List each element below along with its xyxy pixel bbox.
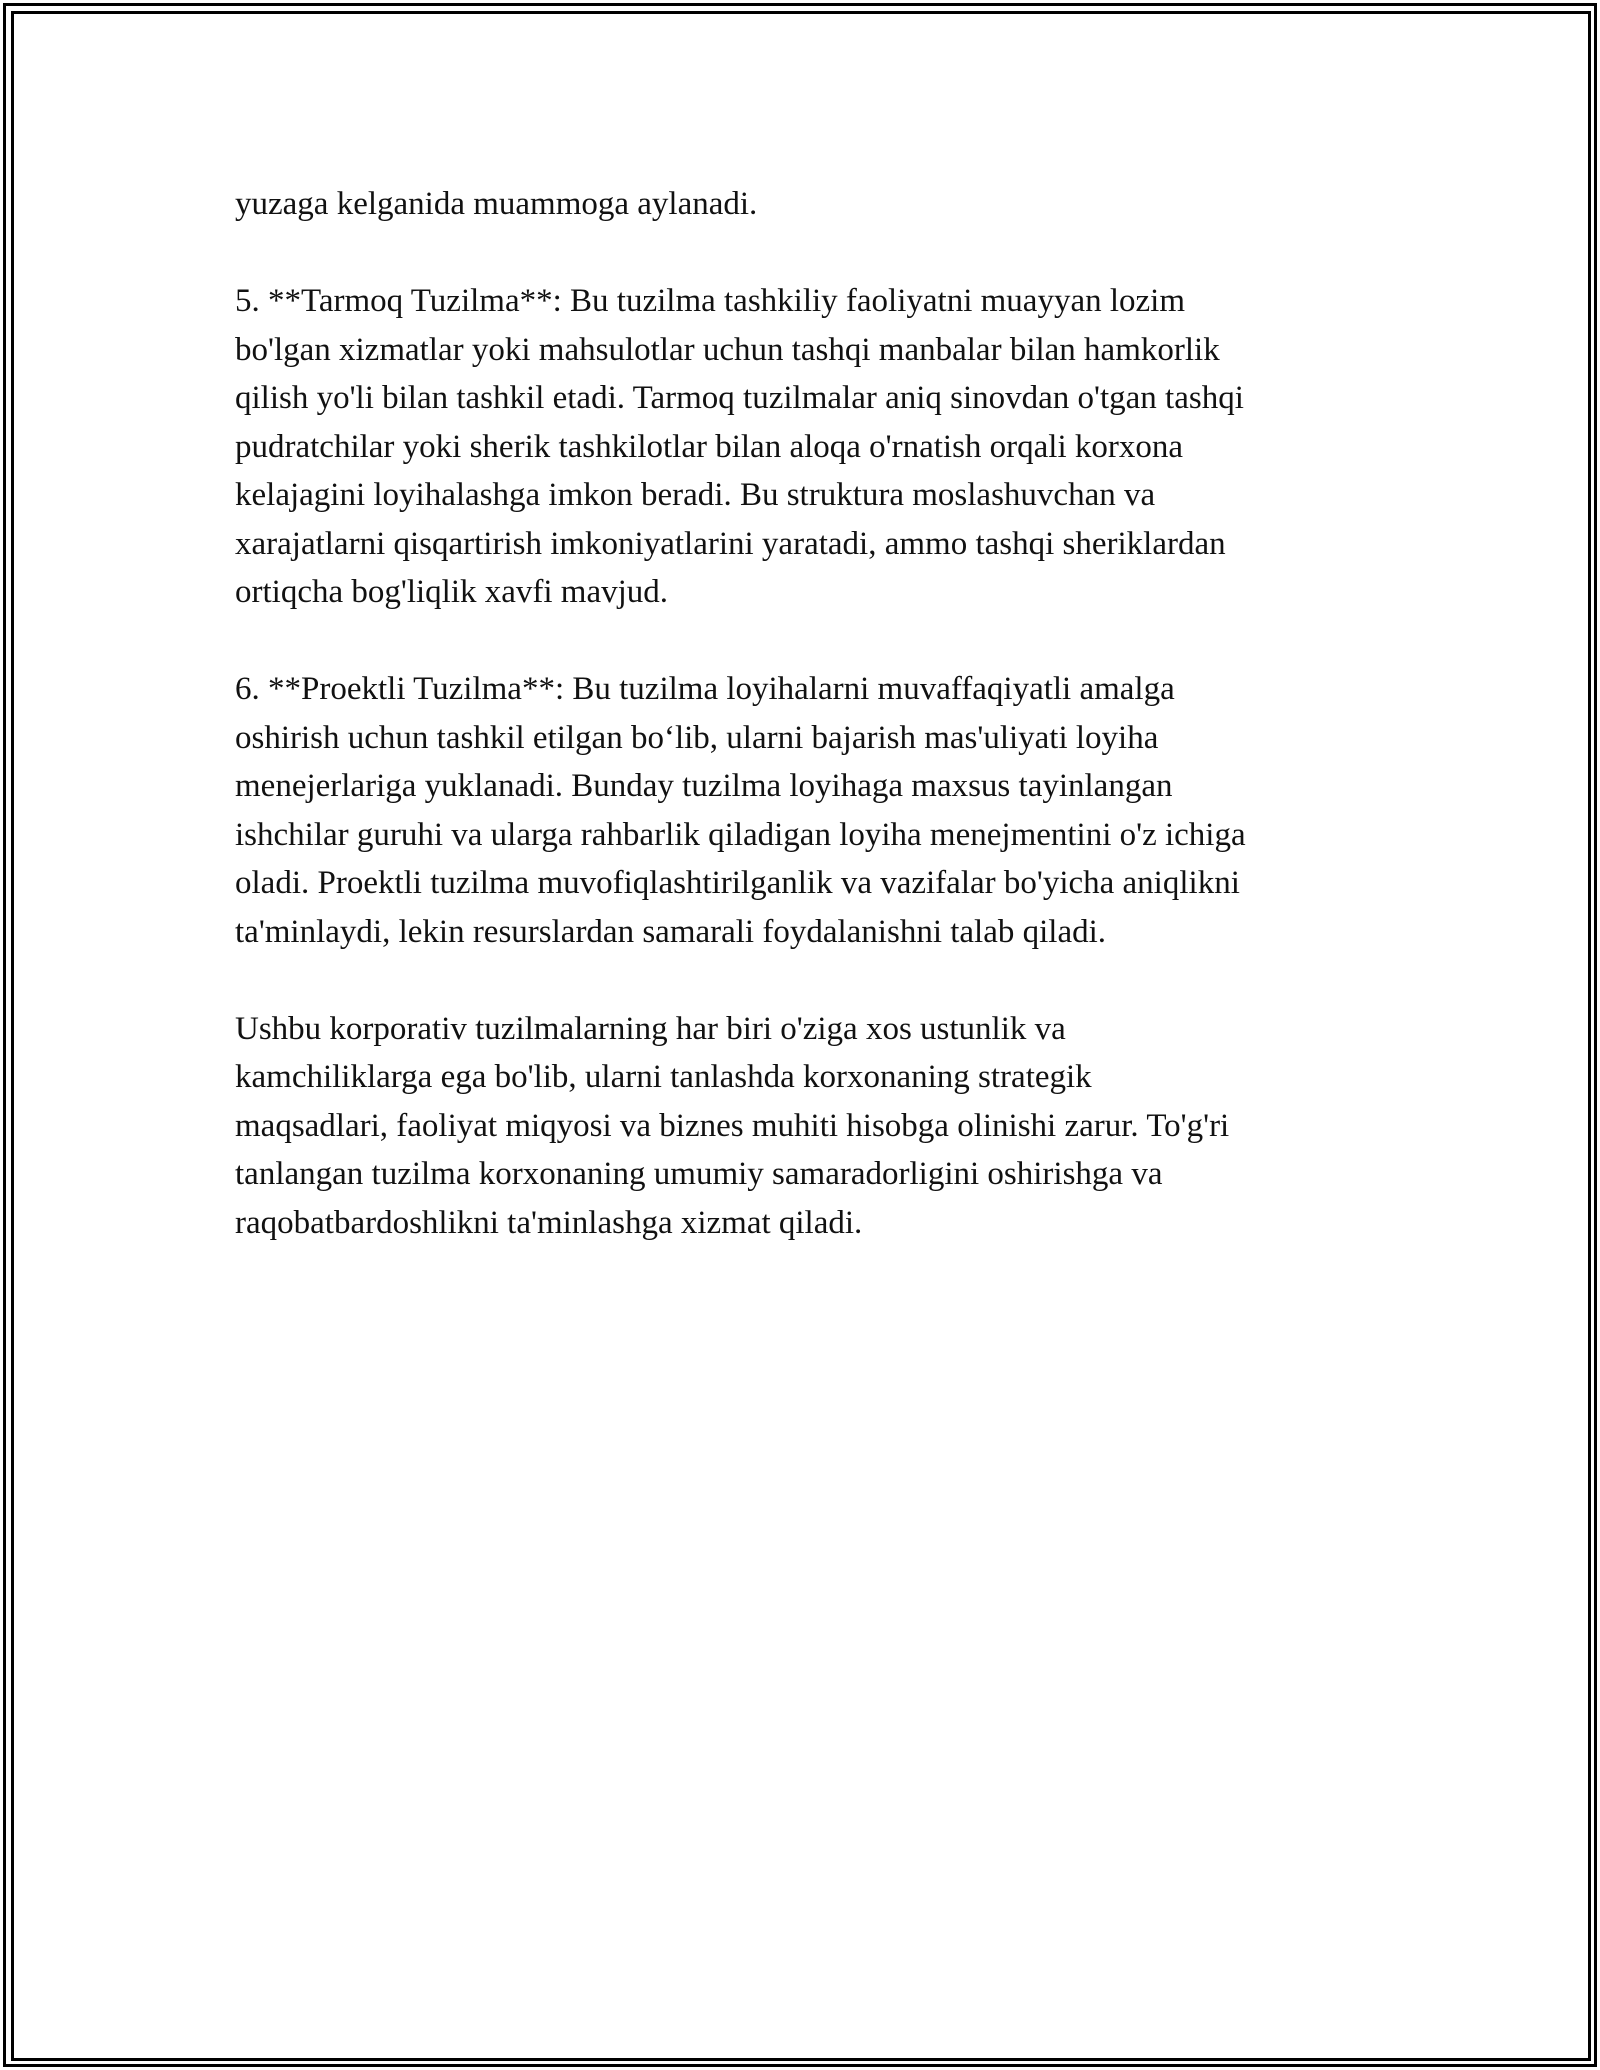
paragraph-project-structure: 6. **Proektli Tuzilma**: Bu tuzilma loyihalarni muvaffaqiyatli amalga oshirish uchun tashkil etilgan bo‘lib, ularni bajarish mas'uliyati loyiha menejerlariga yuklanadi. Bunday tuzilma loyihaga maxsus tayinlangan ishchilar guruhi va ularga rahbarlik qiladigan loyiha menejmentini o'z ichiga oladi. Proektli tuzilma muvofiqlashtirilganlik va vazifalar bo'yicha aniqlikni ta'minlaydi, lekin resurslardan samarali foydalanishni talab qiladi. bbox=[235, 671, 1246, 950]
paragraph-network-structure: 5. **Tarmoq Tuzilma**: Bu tuzilma tashkiliy faoliyatni muayyan lozim bo'lgan xizmatlar yoki mahsulotlar uchun tashqi manbalar bilan hamkorlik qilish yo'li bilan tashkil etadi. Tarmoq tuzilmalar aniq sinovdan o'tgan tashqi pudratchilar yoki sherik tashkilotlar bilan aloqa o'rnatish orqali korxona kelajagini loyihalashga imkon beradi. Bu struktura moslashuvchan va xarajatlarni qisqartirish imkoniyatlarini yaratadi, ammo tashqi sheriklardan ortiqcha bog'liqlik xavfi mavjud. bbox=[235, 283, 1244, 610]
paragraph-conclusion: Ushbu korporativ tuzilmalarning har biri o'ziga xos ustunlik va kamchiliklarga ega bo'lib, ularni tanlashda korxonaning strategik maqsadlari, faoliyat miqyosi va biznes muhiti hisobga olinishi zarur. To'g'ri tanlangan tuzilma korxonaning umumiy samaradorligini oshirishga va raqobatbardoshlikni ta'minlashga xizmat qiladi. bbox=[235, 1010, 1230, 1241]
document-body bbox=[235, 180, 1365, 1296]
paragraph-continuation: yuzaga kelganida muammoga aylanadi. bbox=[235, 186, 758, 222]
